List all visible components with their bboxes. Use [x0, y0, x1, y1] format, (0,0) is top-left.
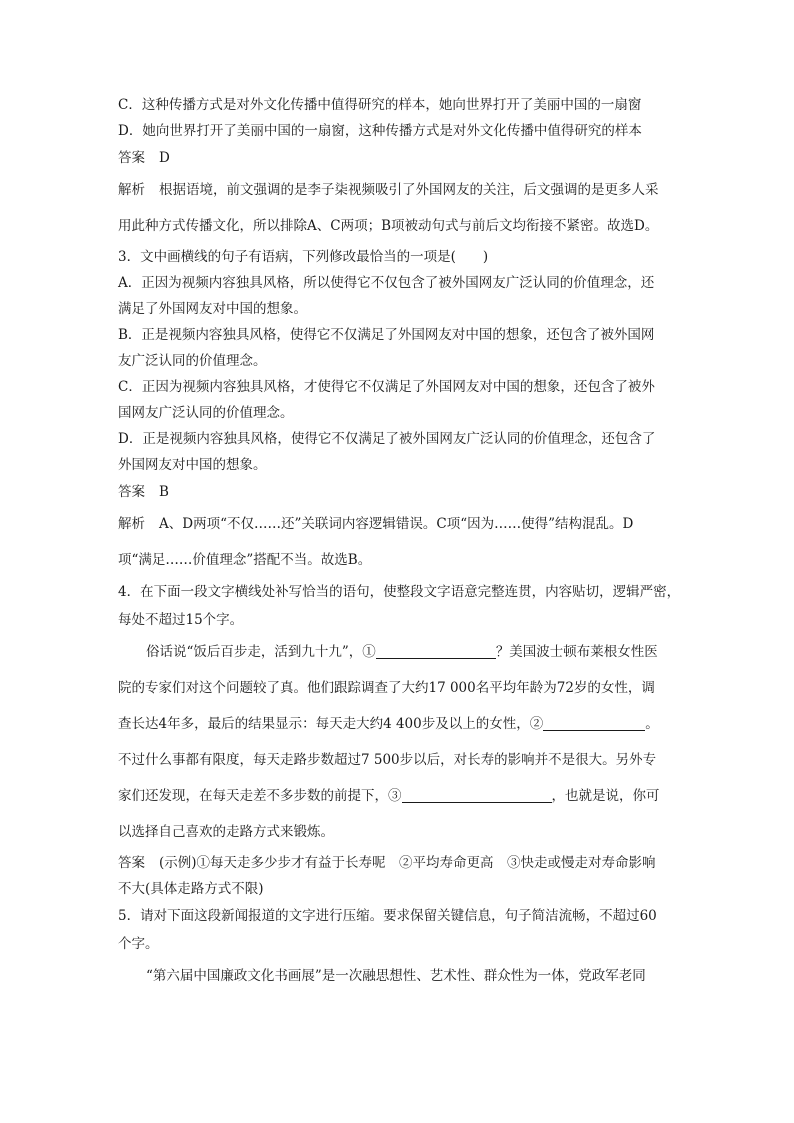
fill-blank-3[interactable]: [402, 786, 552, 803]
answer-label: 答案: [118, 150, 145, 166]
q5-stem-line-1: 5．请对下面这段新闻报道的文字进行压缩。要求保留关键信息，句子简洁流畅，不超过60: [118, 908, 657, 924]
q4-answer-line-1: [118, 850, 678, 876]
passage-text: 俗话说“饭后百步走，活到九十九”，①: [146, 644, 376, 660]
analysis-label: 解析: [118, 182, 145, 198]
q2-option-d: D．她向世界打开了美丽中国的一扇窗，这种传播方式是对外文化传播中值得研究的样本: [118, 123, 642, 139]
q4-passage-line-3: [118, 706, 678, 742]
q3-option-c-line-2: 国网友广泛认同的价值理念。: [118, 405, 294, 421]
answer-text: (示例)①每天走多少步才有益于长寿呢 ②平均寿命更高 ③快走或慢走对寿命影响: [159, 855, 656, 871]
answer-value: D: [159, 150, 170, 166]
q3-option-b-line-2: 友广泛认同的价值理念。: [118, 353, 267, 369]
q3-option-a-line-1: A．正因为视频内容独具风格，所以使得它不仅包含了被外国网友广泛认同的价值理念，还: [118, 275, 655, 291]
q5-stem-line-2: 个字。: [118, 936, 159, 952]
passage-text: ？美国波士顿布莱根女性医: [495, 644, 658, 660]
q4-passage-line-2: 院的专家们对这个问题较了真。他们跟踪调查了大约17 000名平均年龄为72岁的女性，调: [118, 680, 655, 696]
q3-option-b-line-1: B．正是视频内容独具风格，使得它不仅满足了外国网友对中国的想象，还包含了被外国网: [118, 327, 655, 343]
analysis-label: 解析: [118, 516, 145, 532]
answer-value: B: [159, 484, 169, 500]
answer-label: 答案: [118, 855, 145, 871]
q3-option-d-line-2: 外国网友对中国的想象。: [118, 457, 267, 473]
answer-label: 答案: [118, 484, 145, 500]
q2-analysis-line-2: 用此种方式传播文化，所以排除A、C两项；B项被动句式与前后文均衔接不紧密。故选D。: [118, 218, 659, 234]
q3-option-d-line-1: D．正是视频内容独具风格，使得它不仅满足了被外国网友广泛认同的价值理念，还包含了: [118, 431, 656, 447]
fill-blank-2[interactable]: [543, 714, 645, 731]
passage-text: 家们还发现，在每天走差不多步数的前提下，③: [118, 788, 402, 804]
q3-option-c-line-1: C．正因为视频内容独具风格，才使得它不仅满足了外国网友对中国的想象，还包含了被外: [118, 379, 655, 395]
q4-passage-line-5: [118, 778, 678, 814]
q4-passage-line-6: 以选择自己喜欢的走路方式来锻炼。: [118, 824, 334, 840]
q3-answer: [118, 478, 678, 506]
q4-answer-line-2: 不大(具体走路方式不限): [118, 881, 264, 897]
q4-passage-line-4: 不过什么事都有限度，每天走路步数超过7 500步以后，对长寿的影响并不是很大。另外专: [118, 752, 657, 768]
passage-text: 查长达4年多，最后的结果显示：每天走大约4 400步及以上的女性，②: [118, 716, 544, 732]
passage-text: ，也就是说，你可: [551, 788, 660, 804]
q2-option-c: C．这种传播方式是对外文化传播中值得研究的样本，她向世界打开了美丽中国的一扇窗: [118, 97, 642, 113]
q3-option-a-line-2: 满足了外国网友对中国的想象。: [118, 301, 307, 317]
q3-stem: 3．文中画横线的句子有语病，下列修改最恰当的一项是( ): [118, 249, 489, 265]
analysis-text: A、D两项“不仅……还”关联词内容逻辑错误。C项“因为……使得”结构混乱。D: [159, 516, 634, 532]
q2-analysis-line-1: [118, 172, 678, 208]
document-page: [118, 92, 681, 994]
q3-analysis-line-1: [118, 506, 678, 542]
analysis-text: 根据语境，前文强调的是李子柒视频吸引了外国网友的关注，后文强调的是更多人采: [159, 182, 659, 198]
q4-stem-line-2: 每处不超过15个字。: [118, 612, 244, 628]
q3-analysis-line-2: 项“满足……价值理念”搭配不当。故选B。: [118, 552, 372, 568]
q4-passage-line-1: [118, 634, 678, 670]
q5-passage-line-1: “第六届中国廉政文化书画展”是一次融思想性、艺术性、群众性为一体，党政军老同: [146, 968, 646, 984]
q4-stem-line-1: 4．在下面一段文字横线处补写恰当的语句，使整段文字语意完整连贯，内容贴切，逻辑严密，: [118, 584, 681, 600]
passage-text: 。: [645, 716, 659, 732]
fill-blank-1[interactable]: [376, 642, 496, 659]
q2-answer: [118, 144, 678, 172]
